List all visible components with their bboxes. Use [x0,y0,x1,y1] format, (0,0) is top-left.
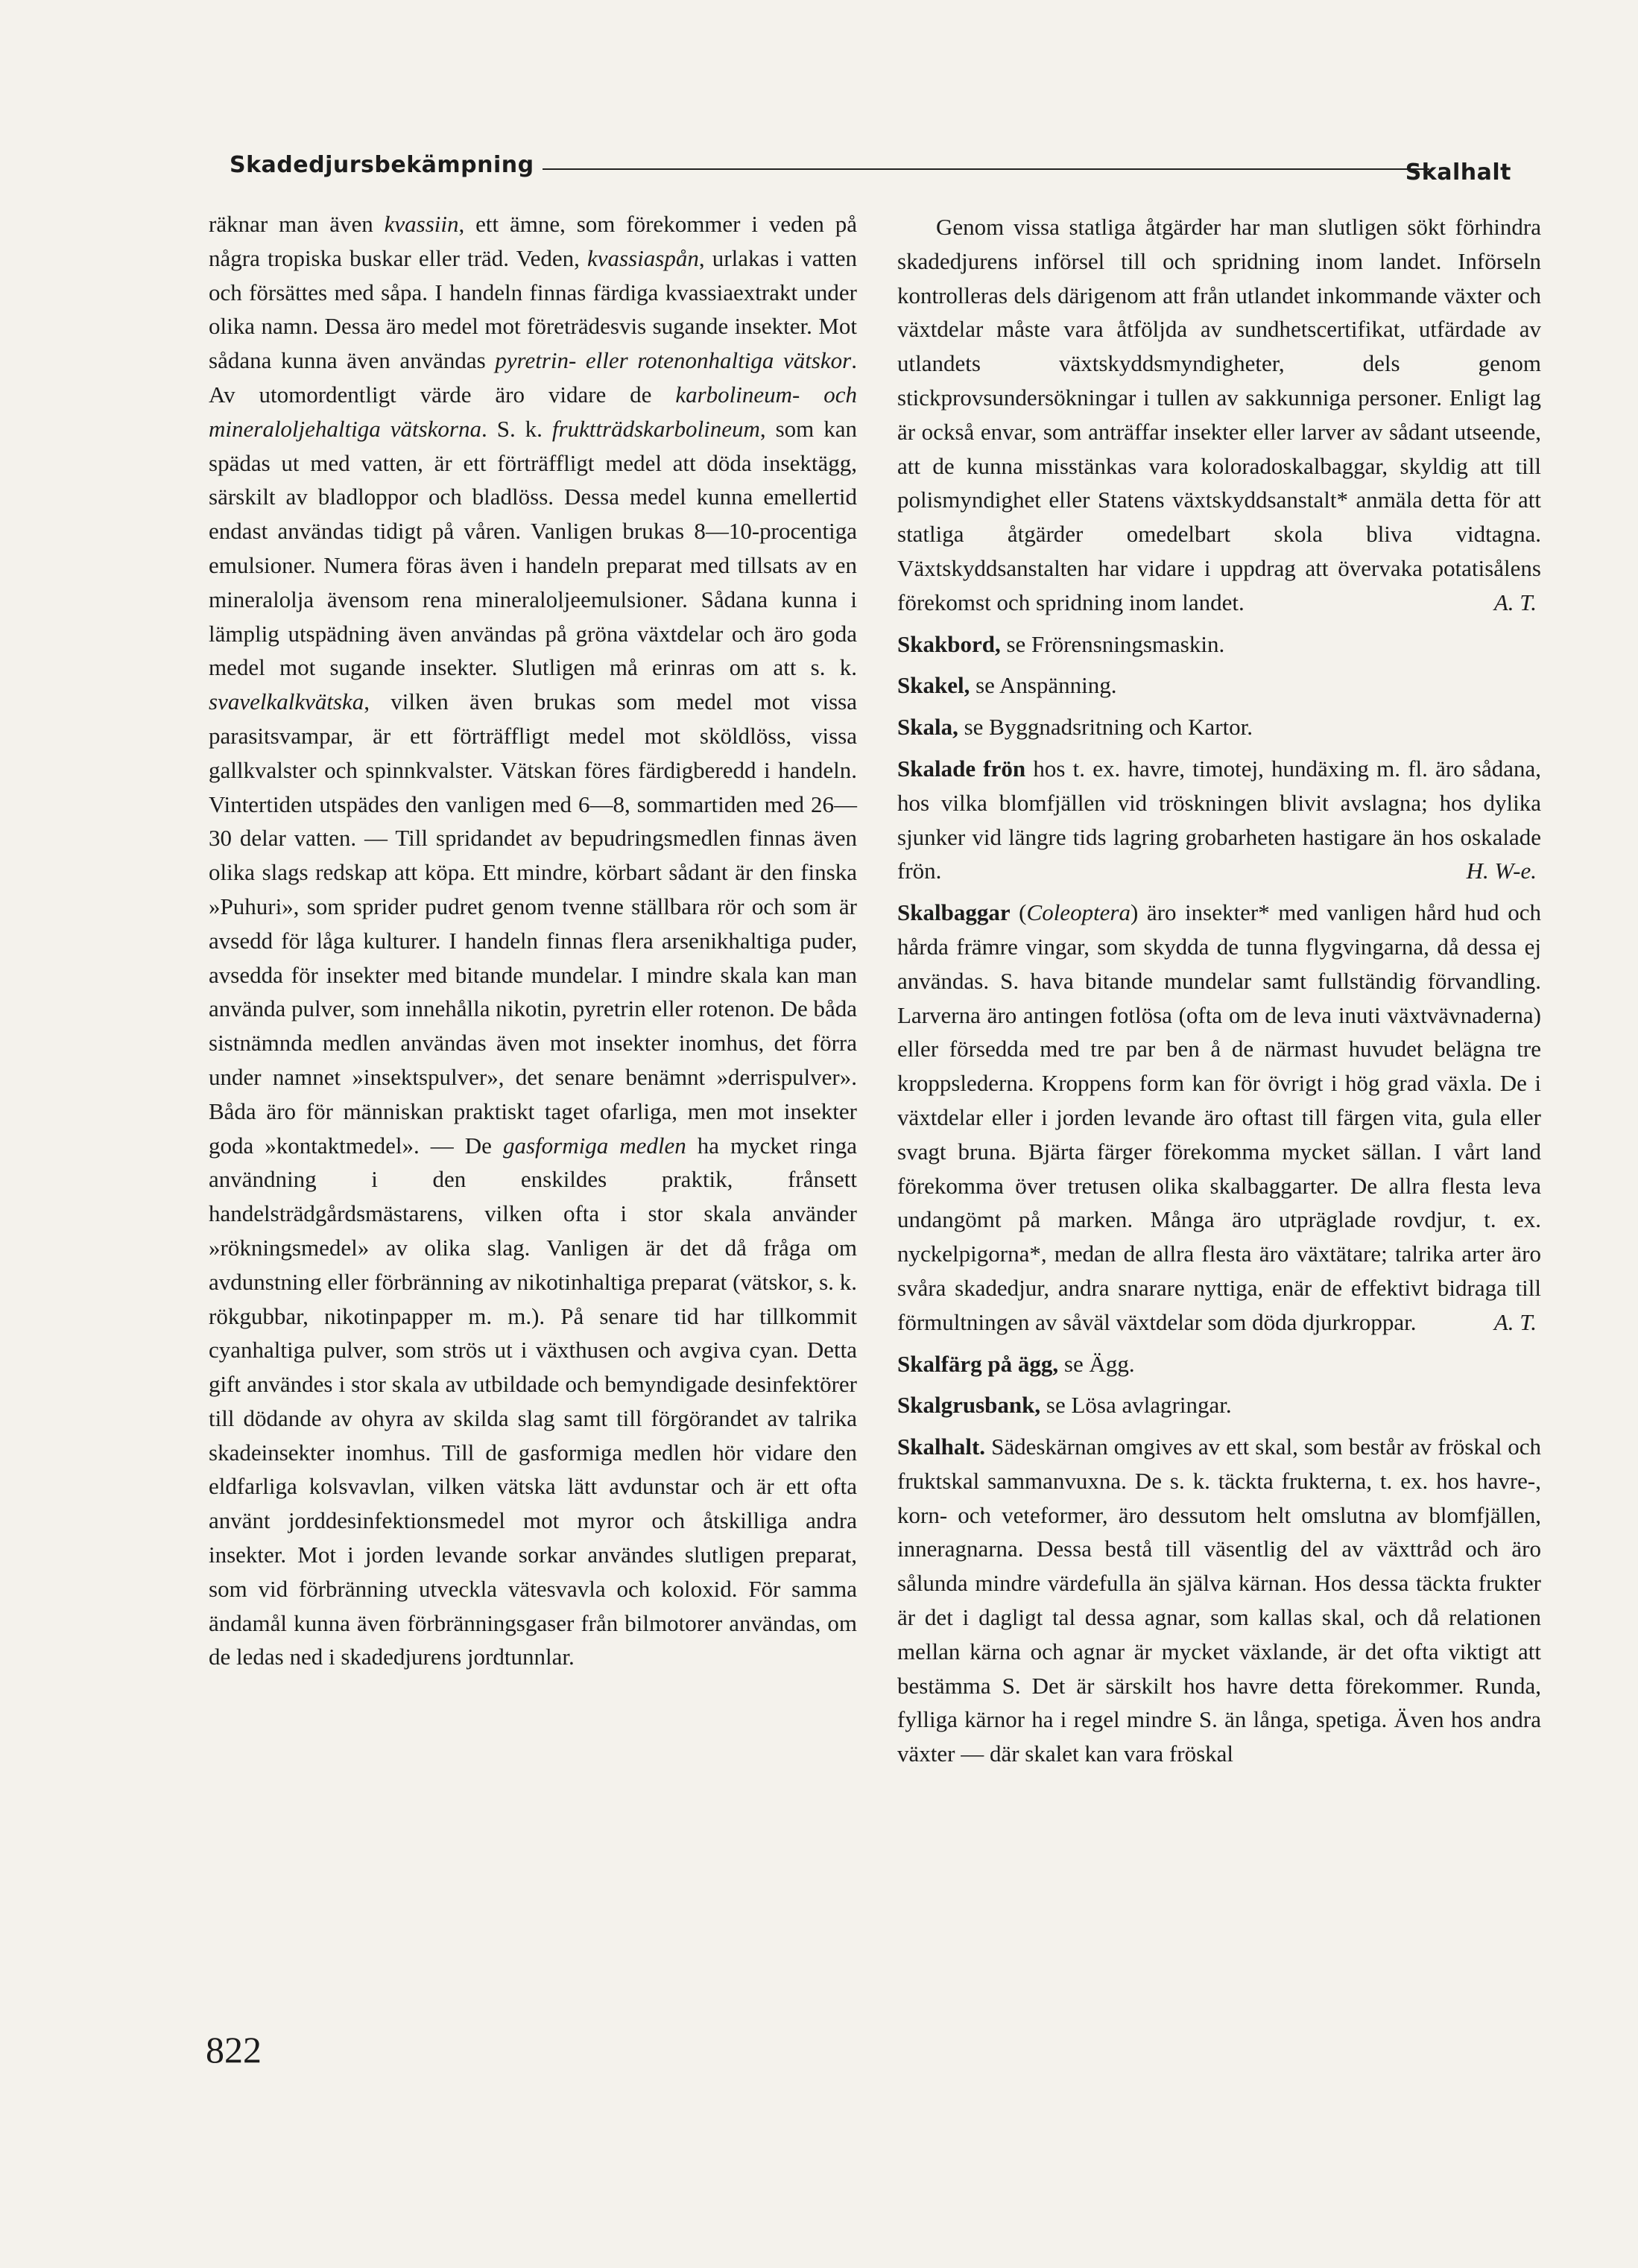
italic-term: svavelkalkvätska [209,688,364,715]
italic-term: pyretrin- eller rotenonhaltiga vätskor [495,347,852,374]
headword: Skakbord, [897,630,1001,657]
entry-skakbord [897,627,1541,662]
entry-skakel [897,668,1541,703]
entry-skalhalt [897,1430,1541,1771]
italic-term: kvassiaspån [587,244,699,271]
text-run: , vilken även brukas som medel mot vissa parasitsvampar, är ett förträffligt medel mot sköldlöss, vissa gallkvalster och spinnkvalster. Vätskan föres färdigberedd i handeln. Vintertiden utspädes den vanligen med 6—8, sommartiden med 26—30 delar vatten. — Till spridandet av bepudringsmedlen finnas även olika slags redskap att köpa. Ett mindre, körbart sådant är den finska »Puhuri», som sprider pudret genom tvenne ställbara rör och som är avsedd för låga kulturer. I handeln finnas flera arsenikhaltiga puder, avsedda för insekter med bitande mundelar. I mindre skala kan man använda pulver, som innehålla nikotin, pyretrin eller rotenon. De båda sistnämnda medlen användas även mot insekter inomhus, det förra under namnet »insektspulver», det senare benämnt »derrispulver». Båda äro för människan praktiskt taget ofarliga, men mot insekter goda »kontaktmedel». — De [209,688,857,1159]
latin-name: Coleoptera [1026,899,1131,926]
left-paragraph [209,207,857,1674]
header-left-title: Skadedjursbekämpning [230,152,534,178]
left-column [209,207,857,1674]
entry-text: ( [1010,899,1027,926]
headword: Skalfärg på ägg, [897,1350,1059,1377]
entry-text: se Byggnadsritning och Kartor. [958,714,1253,741]
page-number: 822 [206,2029,262,2071]
author-signature: H. W-e. [1466,858,1537,884]
text-run: . Av utomordentligt värde äro vidare de [209,347,857,408]
text-run: ha mycket ringa användning i den enskildes praktik, frånsett handelsträdgårdsmästarens, vilken ofta i stor skala använder »rökningsmedel» av olika slag. Vanligen är det då fråga om avdunstning eller förbränning av nikotinhaltiga preparat (vätskor, s. k. rökgubbar, nikotinpapper m. m.). På senare tid har tillkommit cyanhaltiga pulver, som strös ut i växthusen och avgiva cyan. Detta gift användes i stor skala av utbildade och bemyndigade desinfektörer till dödande av ohyra av skilda slag samt till förgörandet av talrika skadeinsekter inomhus. Till de gasformiga medlen hör vidare den eldfarliga kolsvavlan, vilken vätska lätt avdunstar och är ett ofta använt jorddesinfektionsmedel mot myror och åtskilliga andra insekter. Mot i jorden levande sorkar användes slutligen preparat, som vid förbränning utveckla vätesvavla och koloxid. För samma ändamål kunna även förbränningsgaser från bilmotorer användas, om de ledas ned i skadedjurens jordtunnlar. [209,1132,858,1670]
header-rule [543,168,1429,170]
italic-term: karbolineum- och mineraloljehaltiga vätskorna [209,381,857,442]
entry-skalade-fron [897,752,1541,888]
headword: Skalade frön [897,755,1026,782]
entry-text: hos t. ex. havre, timotej, hundäxing m. fl. äro sådana, hos vilka blomfjällen vid tröskningen blivit avslagna; hos dylika sjunker vid längre tids lagring grobarheten hastigare än hos oskalade frön. [897,755,1541,884]
entry-text: se Ägg. [1058,1350,1135,1377]
author-signature: A. T. [1493,1308,1537,1335]
entry-text: se Lösa avlagringar. [1040,1392,1232,1419]
entry-text: Sädeskärnan omgives av ett skal, som består av fröskal och fruktskal sammanvuxna. De s. k. täckta frukterna, t. ex. hos havre-, korn- och veteformer, äro dessutom helt omslutna av blomfjällen, inneragnarna. Dessa bestå till väsentlig del av växttråd och äro sålunda mindre värdefulla än själva kärnan. Hos dessa täckta frukter är det i dagligt tal dessa agnar, som kallas skal, och då relationen mellan kärna och agnar är mycket växlande, är det ofta viktigt att bestämma S. Det är särskilt hos havre detta förekommer. Runda, fylliga kärnor ha i regel mindre S. än långa, spetiga. Även hos andra växter — där skalet kan vara fröskal [897,1434,1541,1767]
entry-skalfarg [897,1347,1541,1381]
text-run: , ett ämne, som förekommer i veden på några tropiska buskar eller träd. Veden, [209,211,857,271]
headword: Skakel, [897,672,970,699]
running-header [230,152,1511,186]
header-right-title: Skalhalt [1405,159,1511,186]
entry-text: se Frörensningsmaskin. [1000,630,1225,657]
text-run: . S. k. [481,415,552,442]
right-column [897,210,1541,1771]
intro-paragraph [897,210,1541,620]
entry-skalgrusbank [897,1388,1541,1422]
text-run: , som kan spädas ut med vatten, är ett förträffligt medel att döda insektägg, särskilt av bladloppor och bladlöss. Dessa medel kunna emellertid endast användas tidigt på våren. Vanligen brukas 8—10-procentiga emulsioner. Numera föras även i handeln preparat med tillsats av en mineralolja ävensom rena mineraloljeemulsioner. Sådana kunna i lämplig utspädning även användas på gröna växtdelar och äro goda medel mot sugande insekter. Slutligen må erinras om att s. k. [209,415,857,681]
entry-skalbaggar [897,896,1541,1339]
italic-term: fruktträdskarbolineum [551,415,760,442]
headword: Skala, [897,714,958,741]
italic-term: kvassiin [384,211,459,237]
headword: Skalgrusbank, [897,1392,1041,1419]
italic-term: gasformiga medlen [502,1132,686,1159]
text-run: , urlakas i vatten och försättes med såpa. I handeln finnas färdiga kvassiaextrakt under olika namn. Dessa äro medel mot företrädesvis sugande insekter. Mot sådana kunna även användas [209,244,857,374]
author-signature: A. T. [1493,589,1537,615]
entry-text: se Anspänning. [970,672,1117,699]
text-run: räknar man även [209,211,385,237]
text-run: Genom vissa statliga åtgärder har man slutligen sökt förhindra skadedjurens införsel till och spridning inom landet. Införseln kontrolleras dels därigenom att från utlandet inkommande växter och växtdelar måste vara åtföljda av sundhetscertifikat, utfärdade av utlandets växtskyddsmyndigheter, dels genom stickprovsundersökningar i tullen av sakkunniga personer. Enligt lag är också envar, som anträffar insekter eller larver av sådant utseende, att de kunna misstänkas vara koloradoskalbaggar, skyldig att till polismyndighet eller Statens växtskyddsanstalt* anmäla detta för att statliga åtgärder omedelbart skola bliva vidtagna. Växtskyddsanstalten har vidare i uppdrag att övervaka potatisålens förekomst och spridning inom landet. [897,214,1541,615]
entry-text: ) äro insekter* med vanligen hård hud och hårda främre vingar, som skydda de tunna flygvingarna, då dessa ej användas. S. hava bitande mundelar samt fullständig förvandling. Larverna äro antingen fotlösa (ofta om de leva inuti växtvävnaderna) eller försedda med tre par ben å de närmast huvudet belägna tre kroppslederna. Kroppens form kan för övrigt i hög grad växla. De i växtdelar eller i jorden levande äro oftast till färgen vita, gula eller svagt bruna. Bjärta färger förekomma mycket sällan. I vårt land förekomma över tretusen olika skalbaggarter. De allra flesta leva undangömt på marken. Många äro utpräglade rovdjur, t. ex. nyckelpigorna*, medan de allra flesta äro växtätare; talrika arter äro svåra skadedjur, andra snarare nyttiga, enär de effektivt bidraga till förmultningen av såväl växtdelar som döda djurkroppar. [897,899,1542,1335]
headword: Skalbaggar [897,899,1011,926]
entry-skala [897,710,1541,744]
headword: Skalhalt. [897,1434,986,1460]
